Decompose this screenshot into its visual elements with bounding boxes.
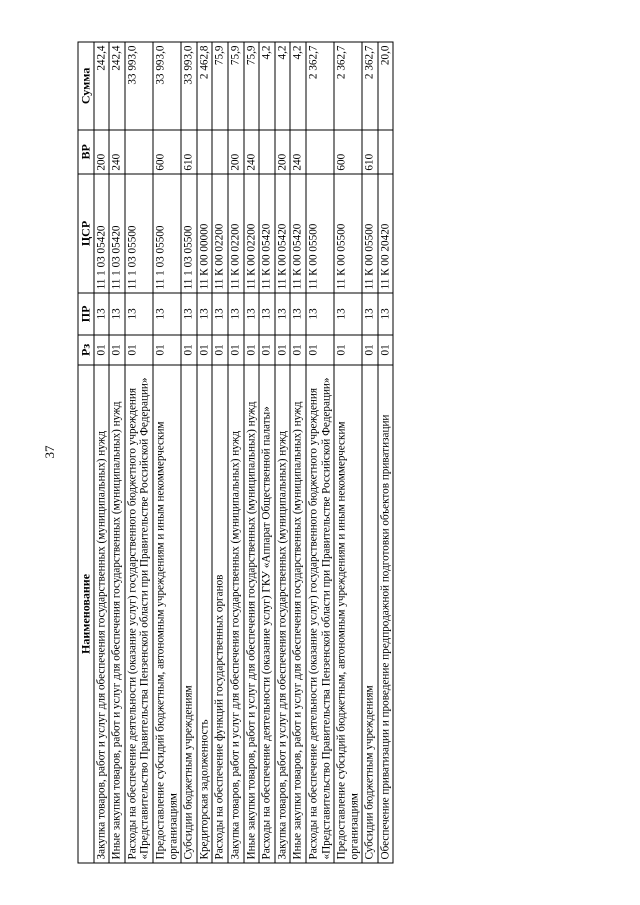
table-row xyxy=(181,42,197,863)
cell-name: Расходы на обеспечение деятельности (оказание услуг) государственного бюджетного учреждения «Представительство Правительства Пензенской области при Правительстве Российской Федерации» xyxy=(306,365,334,863)
cell-vr: 610 xyxy=(181,130,197,174)
cell-rz: 01 xyxy=(228,335,244,365)
cell-vr: 240 xyxy=(290,130,306,174)
header-rz: Рз xyxy=(78,335,94,365)
cell-sum: 4,2 xyxy=(290,42,306,130)
cell-name: Закупка товаров, работ и услуг для обеспечения государственных (муниципальных) нужд xyxy=(275,365,291,863)
page-number: 37 xyxy=(42,445,57,459)
cell-csr: 11 1 03 05500 xyxy=(125,174,153,293)
cell-sum: 20,0 xyxy=(378,42,394,130)
cell-csr: 11 1 03 05500 xyxy=(181,174,197,293)
table-header-row xyxy=(78,42,94,863)
cell-sum: 33 993,0 xyxy=(181,42,197,130)
cell-rz: 01 xyxy=(334,335,362,365)
cell-pr: 13 xyxy=(290,293,306,335)
cell-rz: 01 xyxy=(181,335,197,365)
cell-pr: 13 xyxy=(228,293,244,335)
cell-name: Закупка товаров, работ и услуг для обеспечения государственных (муниципальных) нужд xyxy=(228,365,244,863)
cell-csr: 11 1 03 05420 xyxy=(109,174,125,293)
cell-rz: 01 xyxy=(153,335,181,365)
cell-pr: 13 xyxy=(181,293,197,335)
cell-name: Расходы на обеспечение деятельности (оказание услуг) государственного бюджетного учреждения «Представительство Правительства Пензенской области при Правительстве Российской Федерации» xyxy=(125,365,153,863)
cell-csr: 11 К 00 05500 xyxy=(362,174,378,293)
cell-pr: 13 xyxy=(259,293,275,335)
cell-sum: 242,4 xyxy=(109,42,125,130)
cell-name: Субсидии бюджетным учреждениям xyxy=(181,365,197,863)
cell-vr xyxy=(125,130,153,174)
cell-csr: 11 К 00 02200 xyxy=(228,174,244,293)
cell-vr: 200 xyxy=(228,130,244,174)
cell-sum: 75,9 xyxy=(244,42,260,130)
cell-rz: 01 xyxy=(306,335,334,365)
cell-pr: 13 xyxy=(94,293,110,335)
budget-table xyxy=(78,42,394,864)
cell-name: Иные закупки товаров, работ и услуг для обеспечения государственных (муниципальных) нужд xyxy=(290,365,306,863)
cell-sum: 2 362,7 xyxy=(334,42,362,130)
cell-pr: 13 xyxy=(275,293,291,335)
cell-rz: 01 xyxy=(259,335,275,365)
cell-pr: 13 xyxy=(362,293,378,335)
cell-name: Закупка товаров, работ и услуг для обеспечения государственных (муниципальных) нужд xyxy=(94,365,110,863)
cell-pr: 13 xyxy=(334,293,362,335)
cell-sum: 75,9 xyxy=(228,42,244,130)
table-row xyxy=(378,42,394,863)
cell-vr: 600 xyxy=(153,130,181,174)
table-row xyxy=(275,42,291,863)
cell-pr: 13 xyxy=(197,293,213,335)
cell-name: Субсидии бюджетным учреждениям xyxy=(362,365,378,863)
cell-name: Предоставление субсидий бюджетным, автономным учреждениям и иным некоммерческим организациям xyxy=(153,365,181,863)
rotated-page xyxy=(78,42,563,864)
cell-csr: 11 К 00 05500 xyxy=(306,174,334,293)
cell-pr: 13 xyxy=(306,293,334,335)
cell-vr: 240 xyxy=(244,130,260,174)
cell-sum: 75,9 xyxy=(212,42,228,130)
cell-rz: 01 xyxy=(378,335,394,365)
cell-rz: 01 xyxy=(212,335,228,365)
header-pr: ПР xyxy=(78,293,94,335)
cell-csr: 11 К 00 20420 xyxy=(378,174,394,293)
cell-vr: 200 xyxy=(275,130,291,174)
cell-csr: 11 К 00 05420 xyxy=(259,174,275,293)
table-row xyxy=(125,42,153,863)
cell-vr: 600 xyxy=(334,130,362,174)
cell-name: Кредиторская задолженность xyxy=(197,365,213,863)
table-row xyxy=(244,42,260,863)
cell-sum: 2 462,8 xyxy=(197,42,213,130)
cell-rz: 01 xyxy=(244,335,260,365)
table-row xyxy=(228,42,244,863)
table-row xyxy=(306,42,334,863)
cell-pr: 13 xyxy=(109,293,125,335)
cell-rz: 01 xyxy=(109,335,125,365)
cell-name: Иные закупки товаров, работ и услуг для обеспечения государственных (муниципальных) нужд xyxy=(244,365,260,863)
cell-sum: 242,4 xyxy=(94,42,110,130)
header-name: Наименование xyxy=(78,365,94,863)
cell-csr: 11 К 00 02200 xyxy=(212,174,228,293)
cell-pr: 13 xyxy=(378,293,394,335)
cell-vr xyxy=(197,130,213,174)
cell-pr: 13 xyxy=(125,293,153,335)
cell-csr: 11 К 00 05500 xyxy=(334,174,362,293)
cell-vr xyxy=(259,130,275,174)
table-row xyxy=(94,42,110,863)
cell-sum: 2 362,7 xyxy=(306,42,334,130)
cell-vr: 610 xyxy=(362,130,378,174)
cell-rz: 01 xyxy=(362,335,378,365)
cell-pr: 13 xyxy=(244,293,260,335)
cell-vr: 200 xyxy=(94,130,110,174)
table-row xyxy=(290,42,306,863)
cell-csr: 11 К 00 02200 xyxy=(244,174,260,293)
cell-sum: 33 993,0 xyxy=(125,42,153,130)
cell-rz: 01 xyxy=(275,335,291,365)
cell-csr: 11 К 00 00000 xyxy=(197,174,213,293)
header-sum: Сумма xyxy=(78,42,94,130)
cell-rz: 01 xyxy=(94,335,110,365)
cell-sum: 4,2 xyxy=(275,42,291,130)
cell-pr: 13 xyxy=(153,293,181,335)
cell-sum: 4,2 xyxy=(259,42,275,130)
cell-pr: 13 xyxy=(212,293,228,335)
header-csr: ЦСР xyxy=(78,174,94,293)
cell-vr xyxy=(378,130,394,174)
table-row xyxy=(197,42,213,863)
cell-csr: 11 1 03 05500 xyxy=(153,174,181,293)
table-body xyxy=(94,42,394,863)
cell-csr: 11 1 03 05420 xyxy=(94,174,110,293)
cell-name: Иные закупки товаров, работ и услуг для обеспечения государственных (муниципальных) нужд xyxy=(109,365,125,863)
cell-name: Расходы на обеспечение функций государственных органов xyxy=(212,365,228,863)
cell-vr: 240 xyxy=(109,130,125,174)
cell-rz: 01 xyxy=(197,335,213,365)
cell-name: Предоставление субсидий бюджетным, автономным учреждениям и иным некоммерческим организациям xyxy=(334,365,362,863)
table-row xyxy=(212,42,228,863)
cell-csr: 11 К 00 05420 xyxy=(275,174,291,293)
cell-name: Расходы на обеспечение деятельности (оказание услуг) ГКУ «Аппарат Общественной палаты» xyxy=(259,365,275,863)
cell-csr: 11 К 00 05420 xyxy=(290,174,306,293)
table-row xyxy=(362,42,378,863)
cell-name: Обеспечение приватизации и проведение предпродажной подготовки объектов приватизации xyxy=(378,365,394,863)
table-row xyxy=(259,42,275,863)
cell-vr xyxy=(306,130,334,174)
table-row xyxy=(153,42,181,863)
cell-vr xyxy=(212,130,228,174)
table-row xyxy=(334,42,362,863)
cell-rz: 01 xyxy=(125,335,153,365)
cell-rz: 01 xyxy=(290,335,306,365)
header-vr: ВР xyxy=(78,130,94,174)
table-row xyxy=(109,42,125,863)
cell-sum: 2 362,7 xyxy=(362,42,378,130)
cell-sum: 33 993,0 xyxy=(153,42,181,130)
